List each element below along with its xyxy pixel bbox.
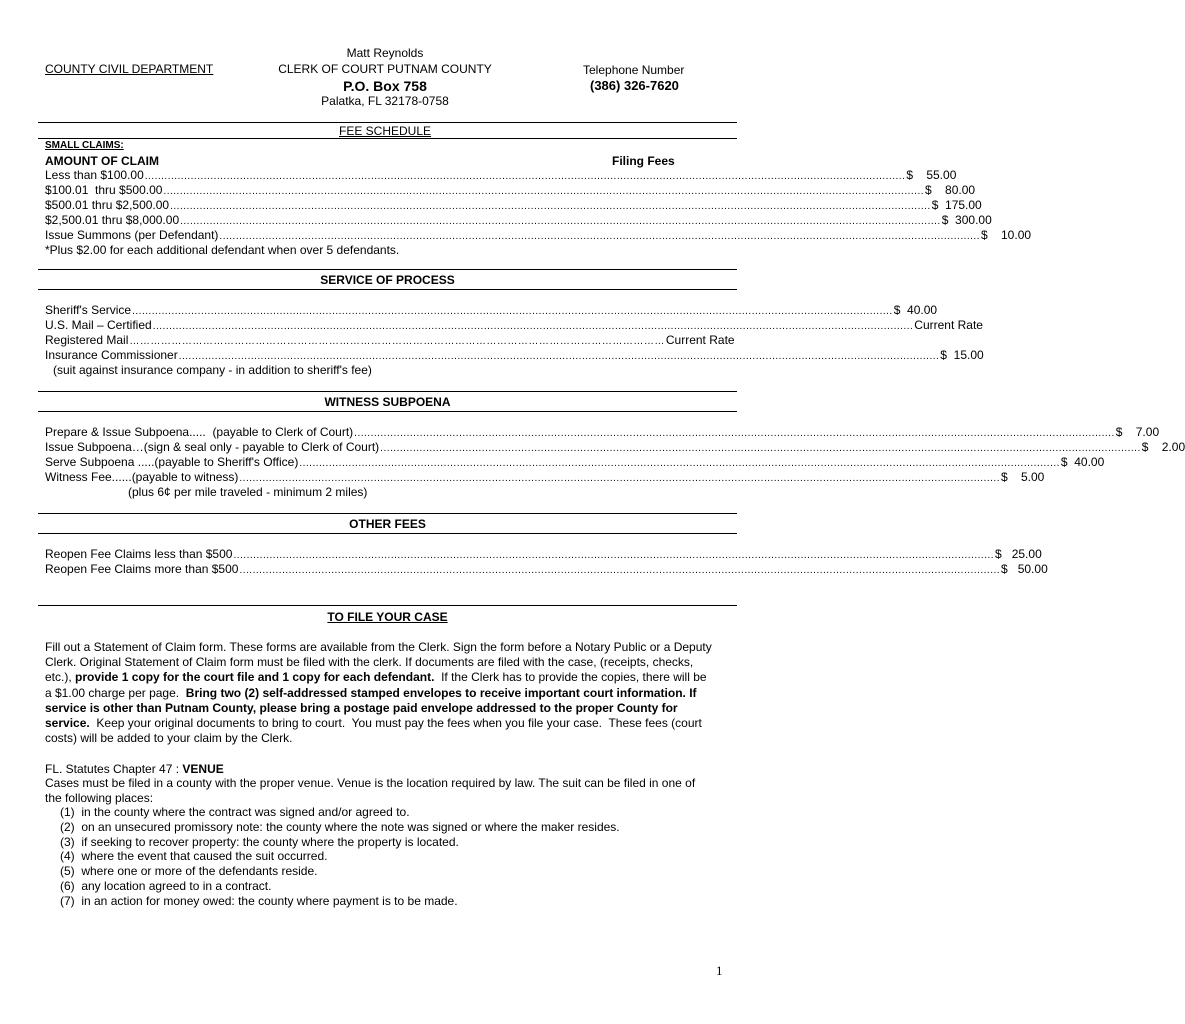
divider (38, 289, 737, 290)
service-row (45, 318, 983, 333)
leader-dots: ........................................................................................................................................................................................................................................ (152, 321, 914, 332)
witness-amount: $ 2.00 (1141, 440, 1185, 454)
witness-label: Prepare & Issue Subpoena..... (payable to Clerk of Court) (45, 425, 354, 439)
fee-label: $100.01 thru $500.00 (45, 183, 163, 197)
leader-dots: ........................................................................................................................................................................................................................................ (233, 550, 995, 561)
witness-row (45, 470, 1045, 485)
other-fee-amount: $ 50.00 (1001, 562, 1048, 576)
other-fees-title: OTHER FEES (349, 517, 426, 531)
leader-dots: ........................................................................................................................................................................................................................................ (239, 565, 1001, 576)
divider (38, 269, 737, 270)
leader-dots: ........................................................................................................................................................................................................................................ (180, 216, 941, 227)
clerk-title: CLERK OF COURT PUTNAM COUNTY (278, 62, 492, 76)
witness-row (45, 425, 1160, 440)
leader-dots: ........................................................................................................................................................................................................................................ (380, 443, 1141, 454)
witness-row (45, 455, 1105, 470)
divider (38, 122, 737, 123)
additional-defendant-note: *Plus $2.00 for each additional defendant when over 5 defendants. (45, 243, 400, 257)
instructions-copies: provide 1 copy for the court file and 1 copy for each defendant. (75, 670, 435, 685)
amount-of-claim-header: AMOUNT OF CLAIM (45, 154, 159, 168)
leader-dots: ........................................................................................................................................................................................................................................ (132, 306, 893, 317)
witness-amount: $ 5.00 (1000, 470, 1045, 484)
phone-number: (386) 326-7620 (590, 78, 679, 93)
list-item: (1) in the county where the contract was signed and/or agreed to. (60, 805, 410, 819)
instructions-text: Fill out a Statement of Claim form. These forms are available from the Clerk. Sign the form before a Notary Public or a Deputy Clerk. Original Statement of Claim form must be filed with the clerk. If documents are filed with the case, (receipts, checks, etc.), (45, 640, 712, 685)
divider (38, 391, 737, 392)
other-fee-row (45, 562, 1048, 577)
service-label: Sheriff's Service (45, 303, 132, 317)
leader-dots: ........................................................................................................................................................................................................................................ (299, 458, 1060, 469)
other-fee-label: Reopen Fee Claims less than $500 (45, 547, 233, 561)
service-label: U.S. Mail – Certified (45, 318, 152, 332)
fee-amount: $ 175.00 (931, 198, 982, 212)
clerk-name: Matt Reynolds (346, 46, 424, 60)
list-item: (4) where the event that caused the suit occurred. (60, 849, 328, 864)
service-amount: $ 40.00 (893, 303, 938, 317)
filing-instructions-paragraph (45, 640, 713, 746)
service-row (45, 303, 938, 318)
leader-dots: ........................................................................................................................................................................................................................................ (163, 186, 925, 197)
fee-amount: $ 300.00 (941, 213, 992, 227)
venue-title: VENUE (182, 762, 224, 776)
fee-row (45, 213, 992, 228)
divider (38, 138, 737, 139)
po-box: P.O. Box 758 (343, 78, 427, 94)
city-address: Palatka, FL 32178-0758 (321, 94, 449, 108)
insurance-note: (suit against insurance company - in addition to sheriff's fee) (53, 363, 372, 377)
witness-label: Witness Fee......(payable to witness) (45, 470, 239, 484)
fee-amount: $ 55.00 (906, 168, 957, 182)
fee-row (45, 183, 976, 198)
phone-label: Telephone Number (583, 63, 685, 77)
leader-dots: ……………………………………………………………………………………………………………………………………… (129, 336, 665, 347)
divider (38, 513, 737, 514)
service-label: Registered Mail (45, 333, 129, 347)
fee-label: Issue Summons (per Defendant) (45, 228, 219, 242)
fee-amount: $ 10.00 (981, 228, 1032, 242)
instructions-text: If the Clerk has to provide the copies, there will be a $1.00 charge per page. (45, 670, 710, 700)
service-amount: Current Rate (914, 318, 983, 332)
leader-dots: ........................................................................................................................................................................................................................................ (354, 428, 1115, 439)
witness-amount: $ 40.00 (1060, 455, 1105, 469)
divider (38, 605, 737, 606)
list-item: (5) where one or more of the defendants reside. (60, 864, 318, 879)
venue-heading (45, 762, 713, 777)
service-amount: $ 15.00 (940, 348, 984, 362)
list-item: (7) in an action for money owed: the county where payment is to be made. (60, 893, 458, 908)
service-row (45, 333, 735, 348)
leader-dots: ........................................................................................................................................................................................................................................ (219, 231, 980, 242)
service-amount: Current Rate (665, 333, 735, 347)
service-row (45, 348, 984, 363)
mileage-note: (plus 6¢ per mile traveled - minimum 2 miles) (128, 485, 368, 499)
fee-label: $500.01 thru $2,500.00 (45, 198, 170, 212)
leader-dots: ........................................................................................................................................................................................................................................ (144, 171, 906, 182)
service-of-process-title: SERVICE OF PROCESS (320, 273, 455, 287)
service-label: Insurance Commissioner (45, 348, 178, 362)
witness-row (45, 440, 1185, 455)
fee-amount: $ 80.00 (925, 183, 976, 197)
leader-dots: ........................................................................................................................................................................................................................................ (178, 351, 940, 362)
fee-label: Less than $100.00 (45, 168, 144, 182)
witness-label: Issue Subpoena…(sign & seal only - payable to Clerk of Court) (45, 440, 380, 454)
fee-row (45, 228, 1032, 243)
page-number: 1 (716, 963, 723, 978)
instructions-text: Keep your original documents to bring to court. You must pay the fees when you file your case. These fees (court costs) will be added to your claim by the Clerk. (45, 716, 706, 746)
other-fee-amount: $ 25.00 (995, 547, 1042, 561)
leader-dots: ........................................................................................................................................................................................................................................ (239, 473, 1000, 484)
leader-dots: ........................................................................................................................................................................................................................................ (170, 201, 931, 212)
venue-text: Cases must be filed in a county with the proper venue. Venue is the location required by law. The suit can be filed in one of the following places: (45, 776, 696, 806)
divider (38, 411, 737, 412)
fee-label: $2,500.01 thru $8,000.00 (45, 213, 180, 227)
other-fee-row (45, 547, 1042, 562)
divider (38, 533, 737, 534)
department-name: COUNTY CIVIL DEPARTMENT (45, 62, 214, 76)
venue-list (60, 805, 620, 909)
instructions-envelopes: Bring two (2) self-addressed stamped envelopes to receive important court information. If service is other than Putnam County, please bring a postage paid envelope addressed to the proper County for service. (45, 685, 697, 731)
fee-row (45, 198, 982, 213)
other-fee-label: Reopen Fee Claims more than $500 (45, 562, 239, 576)
witness-amount: $ 7.00 (1115, 425, 1160, 439)
witness-label: Serve Subpoena .....(payable to Sheriff's Office) (45, 455, 299, 469)
list-item: (2) on an unsecured promissory note: the county where the note was signed or where the maker resides. (60, 819, 620, 834)
list-item: (3) if seeking to recover property: the county where the property is located. (60, 834, 459, 849)
to-file-your-case-title: TO FILE YOUR CASE (327, 610, 448, 624)
fee-schedule-title: FEE SCHEDULE (338, 124, 432, 138)
list-item: (6) any location agreed to in a contract. (60, 878, 272, 893)
venue-prefix: FL. Statutes Chapter 47 : (45, 762, 183, 776)
witness-subpoena-title: WITNESS SUBPOENA (324, 395, 451, 409)
small-claims-label: SMALL CLAIMS: (45, 140, 124, 151)
filing-fees-header: Filing Fees (612, 154, 675, 168)
fee-row (45, 168, 957, 183)
